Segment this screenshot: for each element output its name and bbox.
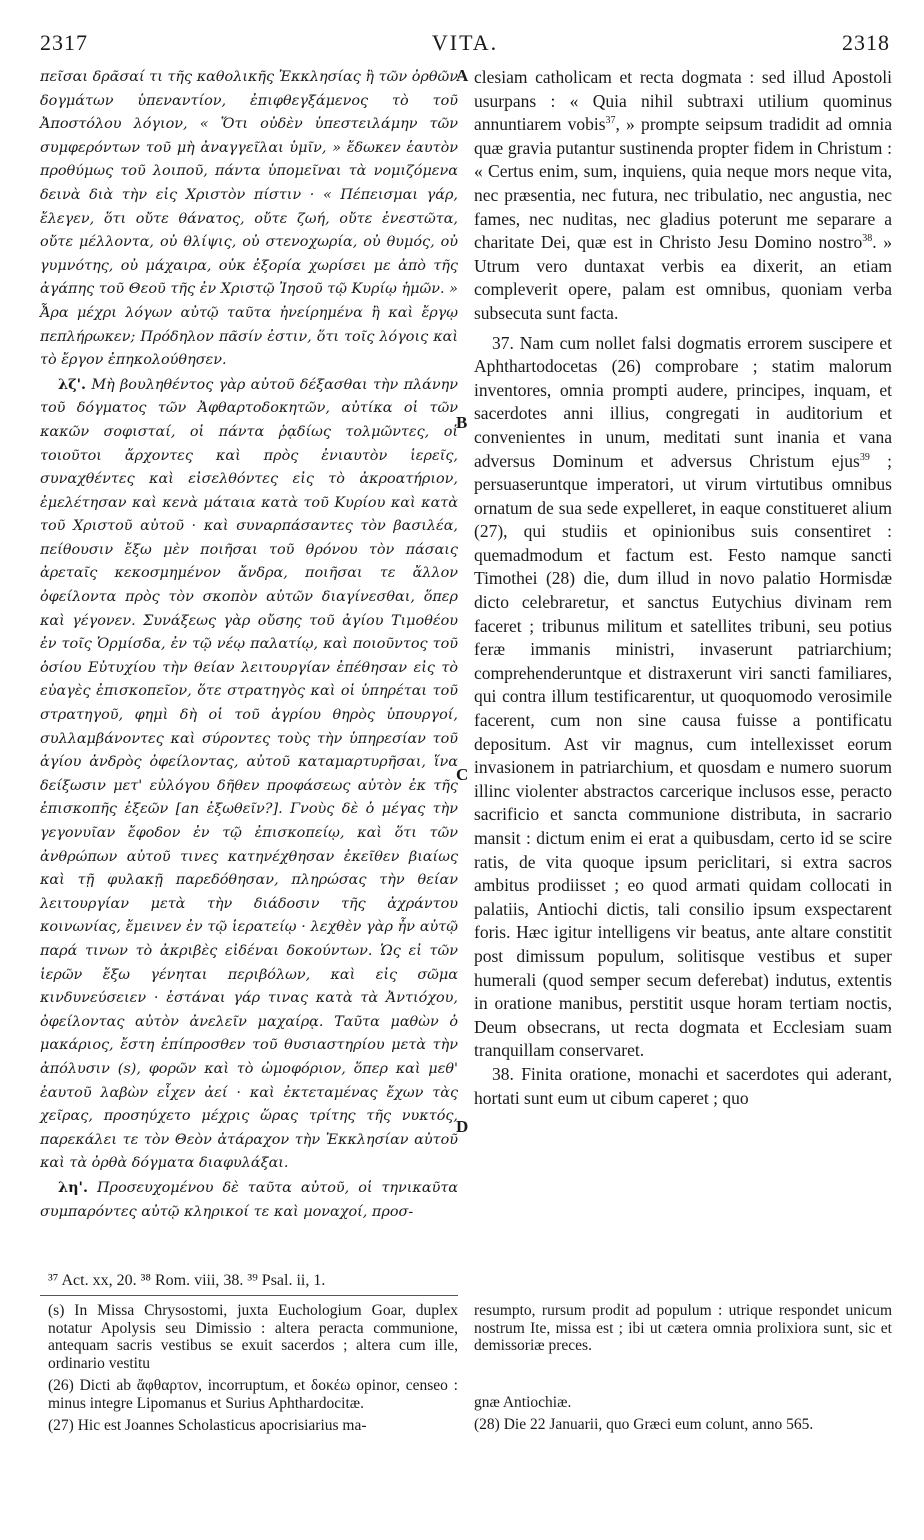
latin-paragraph-1 xyxy=(474,66,892,326)
latin-p1-part-b: , » prompte seipsum tradidit ad omnia quæ gravia putantur sustinenda propter fidem in Christum : « Certus enim, sum, inquiens, quia neque mors neque vita, nec præsentia, nec futura, nec tribulatio, nec angustia, nec fames, nec nuditas, nec gladius poterunt me separare a charitate Dei, quæ est in Christo Jesu Domino nostro xyxy=(474,114,892,253)
left-column-number: 2317 xyxy=(40,30,88,55)
footnote-ref-39: 39 xyxy=(859,451,870,463)
footnote-spacer xyxy=(474,1360,892,1394)
latin-p2-part-b: ; persuaseruntque imperatori, ut virum virtutibus omnibus ornatum de sua sede expelleret, in eaque constitueret alium (27), qui studiis et opinionibus suis consentiret : quemadmodum et factum est. Festo namque sancti Timothei (28) die, dum illud in novo palatio Hormisdæ dicto celebraretur, et sanctus Eutychius divinam rem faceret ; tribunus militum et satellites tribuni, seu potius feræ immanis ministri, invaserunt patriarchium; comprehenderuntque et distraxerunt viri sancti familiares, qui contra illum testificarentur, ut quoquomodo verosimile facerent, cum non sine causa fuisse a pontificatu depositum. Ast vir magnus, cum intellexisset eorum invasionem in patriarchium, et quosdam e numero suorum illinc violenter abstractos carcerique inclusos esse, peracto sacrificio et sancta communione distributa, in sacrario mansit : dictum enim ei erat a quibusdam, certo id se scire ratis, de vita quoque ipsum periclitari, si extra sacros ambitus prodiisset ; eo quod armati quidam collocati in palatiis, Antiochi dictis, tali consilio ipsum exspectarent foris. Hæc igitur intelligens vir beatus, ante altare constitit post dimissum populum, solitisque vestibus et super humerali (quod semper secum deferebat) indutus, extentis in oratione manibus, perstitit usque horam tertiam noctis, Deum obsecrans, ut recta dogmata et Ecclesiam suam tranquillam conservaret. xyxy=(474,450,892,1061)
greek-section-number-37: λζ'. xyxy=(58,375,87,393)
footnote-27-continued: gnæ Antiochiæ. xyxy=(474,1393,572,1411)
footnote-ref-38: 38 xyxy=(862,233,873,245)
footnote-s-continued: resumpto, rursum prodit ad populum : utrique respondet unicum nostrum Ite, missa est ; ibi ut cætera omnia prolixiora sunt, sic et demissoriæ preces. xyxy=(474,1302,892,1354)
greek-section-number-38: λη'. xyxy=(58,1178,88,1196)
page-header xyxy=(40,30,890,60)
latin-p1-part-c: . » Utrum vero duntaxat verbis ea dixerit, an etiam compleverit opere, palam est omnibus, quoniam verba subsecuta sunt facta. xyxy=(474,232,893,323)
footnote-28: (28) Die 22 Januarii, quo Græci eum colunt, anno 565. xyxy=(474,1416,814,1433)
greek-paragraph-1: πεῖσαι δρᾶσαί τι τῆς καθολικῆς Ἐκκλησίας ἢ τῶν ὀρθῶν δογμάτων ὑπεναντίον, ἐπιφθεγξάμενος τὸ τοῦ Ἀποστόλου λόγιον, « Ὅτι οὐδὲν ὑπεστειλάμην τῶν συμφερόντων τοῦ μὴ ἀναγγεῖλαι ὑμῖν, » ἔδωκεν ἑαυτὸν προθύμως τοῦ λοιποῦ, πάντα ὑπομεῖναι τὰ νομιζόμενα δεινὰ διὰ τὴν εἰς Χριστὸν πίστιν · « Πέπεισμαι γάρ, ἔλεγεν, ὅτι οὔτε θάνατος, οὔτε ζωή, οὔτε ἐνεστῶτα, οὔτε μέλλοντα, οὐ θλίψις, οὐ στενοχωρία, οὐ θυμός, οὐ γυμνότης, οὐ μάχαιρα, οὐκ ἐξορία χωρίσει με ἀπὸ τῆς ἀγάπης τοῦ Θεοῦ τῆς ἐν Χριστῷ Ἰησοῦ τῷ Κυρίῳ ἡμῶν. » Ἆρα μέχρι λόγων αὐτῷ ταῦτα ἠνείρημένα ἢ καὶ ἔργῳ πεπλήρωκεν; Πρόδηλον πᾶσίν ἐστιν, ὅτι τοῖς λόγοις καὶ τὸ ἔργον ἐπηκολούθησεν. xyxy=(40,69,458,369)
margin-letter-c: C xyxy=(456,765,469,784)
footnote-ref-37: 37 xyxy=(605,115,616,127)
greek-paragraph-38-text: Προσευχομένου δὲ ταῦτα αὐτοῦ, οἱ τηνικαῦτα συμπαρόντες αὐτῷ κληρικοί τε καὶ μοναχοί, προσ- xyxy=(40,1179,459,1220)
greek-paragraph-37-text: Μὴ βουληθέντος γὰρ αὐτοῦ δέξασθαι τὴν πλάνην τοῦ δόγματος τῶν Ἀφθαρτοδοκητῶν, αὐτίκα οἱ τῶν κακῶν σοφισταί, οἱ πάντα ῥᾳδίως τολμῶντες, οἱ τοιοῦτοι ἄρχοντες καὶ πρὸς ἐνιαυτὸν ἱερεῖς, συναχθέντες καὶ εἰσελθόντες εἰς τὸ ἀκροατήριον, ἐμελέτησαν καὶ κενὰ μάταια κατὰ τοῦ Κυρίου καὶ κατὰ τοῦ Χριστοῦ αὐτοῦ · καὶ συναρπάσαντες τὸν βασιλέα, πείθουσιν ἔξω μὲν ποιῆσαι τοῦ θρόνου τὸν πάσαις ἀρεταῖς κεκοσμημένον ἄνδρα, ποιῆσαι τε ἄλλον ὀφείλοντα πρὸς τὸν σκοπὸν αὐτῶν διαγίνεσθαι, ὅπερ καὶ γέγονεν. Συνάξεως γὰρ οὔσης τοῦ ἁγίου Τιμοθέου ἐν τοῖς Ὁρμίσδα, ἐν τῷ νέῳ παλατίῳ, καὶ ποιοῦντος τοῦ ὁσίου Εὐτυχίου τὴν θείαν λειτουργίαν ἐπέθησαν εἰς τὸ εὐαγὲς ἐπισκοπεῖον, ὅτε στρατηγὸς καὶ οἱ ὑπηρέται τοῦ στρατηγοῦ, φημὶ δὴ οἱ τοῦ ἀγρίου θηρὸς ὑπουργοί, συλλαμβάνοντες καὶ σύροντες τοὺς τὴν ὑπηρεσίαν τοῦ ἁγίου ἀνδρὸς ὀφείλοντας, αὐτοῦ καταμαρτυρῆσαι, ἵνα δείξωσιν μετ' εὐλόγου δῆθεν προφάσεως αὐτὸν ἐκ τῆς ἐπισκοπῆς ἐξεῶν [an ἐξωθεῖν?]. Γνοὺς δὲ ὁ μέγας τὴν γεγονυῖαν ἔφοδον ἐν τῷ ἐπισκοπείῳ, καὶ ὅτι τῶν ἀνθρώπων αὐτοῦ τινες κατηνέχθησαν ἐκεῖθεν βιαίως καὶ τῇ φυλακῇ παρεδόθησαν, πληρώσας τὴν θείαν λειτουργίαν μετὰ τὴν διάδοσιν τῆς ἀχράντου κοινωνίας, ἔμεινεν ἐν τῷ ἱερατείῳ · λεχθὲν γὰρ ἦν αὐτῷ παρά τινων τὸ ἀκριβὲς εἰδέναι δοκούντων. Ὡς εἰ τῶν ἱερῶν ἔξω γένηται περιβόλων, καὶ εἰς σῶμα κινδυνεύσειεν · ἑστάναι γάρ τινας κατὰ τὰ Ἀντιόχου, ὀφείλοντας αὐτὸν ἀνελεῖν μαχαίρᾳ. Ταῦτα μαθὼν ὁ μακάριος, ἔστη ἐπίπροσθεν τοῦ θυσιαστηρίου μετὰ τὴν ἀπόλυσιν (s), φορῶν καὶ τὸ ὠμοφόριον, ὅπερ καὶ μεθ' ἑαυτοῦ λαβὼν εἶχεν ἀεί · καὶ ἐκτεταμένας ἔχων τὰς χεῖρας, προσηύχετο μέχρις ὥρας τρίτης τῆς νυκτός, παρεκάλει τε τὸν Θεὸν ἀτάραχον τὴν Ἐκκλησίαν αὐτοῦ καὶ τὰ ὀρθὰ δόγματα διαφυλάξαι. xyxy=(40,376,458,1172)
right-column-number: 2318 xyxy=(842,30,890,55)
footnote-divider xyxy=(40,1295,458,1296)
margin-letter-b: B xyxy=(456,413,468,432)
latin-paragraph-38: 38. Finita oratione, monachi et sacerdotes qui aderant, hortati sunt eum ut cibum caperet ; quo xyxy=(474,1063,892,1108)
greek-paragraph-38 xyxy=(40,1176,458,1224)
latin-p2-part-a: 37. Nam cum nollet falsi dogmatis errorem suscipere et Aphthartodocetas (26) comprobare ; statim malorum inventores, omnia prompti audere, principes, inquam, et sacerdotes anni illius, congregati in auditorium et convenientes in unum, meditati sunt inania et vana adversus Dominum et adversus Christum ejus xyxy=(474,332,892,471)
scripture-references: ³⁷ Act. xx, 20. ³⁸ Rom. viii, 38. ³⁹ Psal. ii, 1. xyxy=(48,1272,326,1289)
latin-p1-part-a: clesiam catholicam et recta dogmata : sed illud Apostoli usurpans : « Quia nihil subtraxi utilium quominus annuntiarem vobis xyxy=(474,67,892,135)
margin-letter-a: A xyxy=(456,66,469,85)
latin-column xyxy=(474,66,892,1110)
greek-column xyxy=(40,66,458,1224)
footnote-26: (26) Dicti ab ἄφθαρτον, incorruptum, et δοκέω opinor, censeo : minus integre Lipomanus et Surius Aphthardocitæ. xyxy=(48,1377,458,1412)
footnotes-left xyxy=(48,1302,458,1440)
running-title: VITA. xyxy=(431,30,499,55)
footnote-27: (27) Hic est Joannes Scholasticus apocrisiarius ma- xyxy=(48,1417,367,1434)
margin-letter-d: D xyxy=(456,1117,469,1136)
greek-paragraph-37 xyxy=(40,373,458,1176)
latin-paragraph-37 xyxy=(474,332,892,1063)
footnotes-right xyxy=(474,1302,892,1439)
footnote-s: (s) In Missa Chrysostomi, juxta Euchologium Goar, duplex notatur Apolysis seu Dimissio : altera peracta communione, antequam sacris vestibus se exuit sacerdos ; altera cum ille, ordinario vestitu xyxy=(48,1302,458,1372)
